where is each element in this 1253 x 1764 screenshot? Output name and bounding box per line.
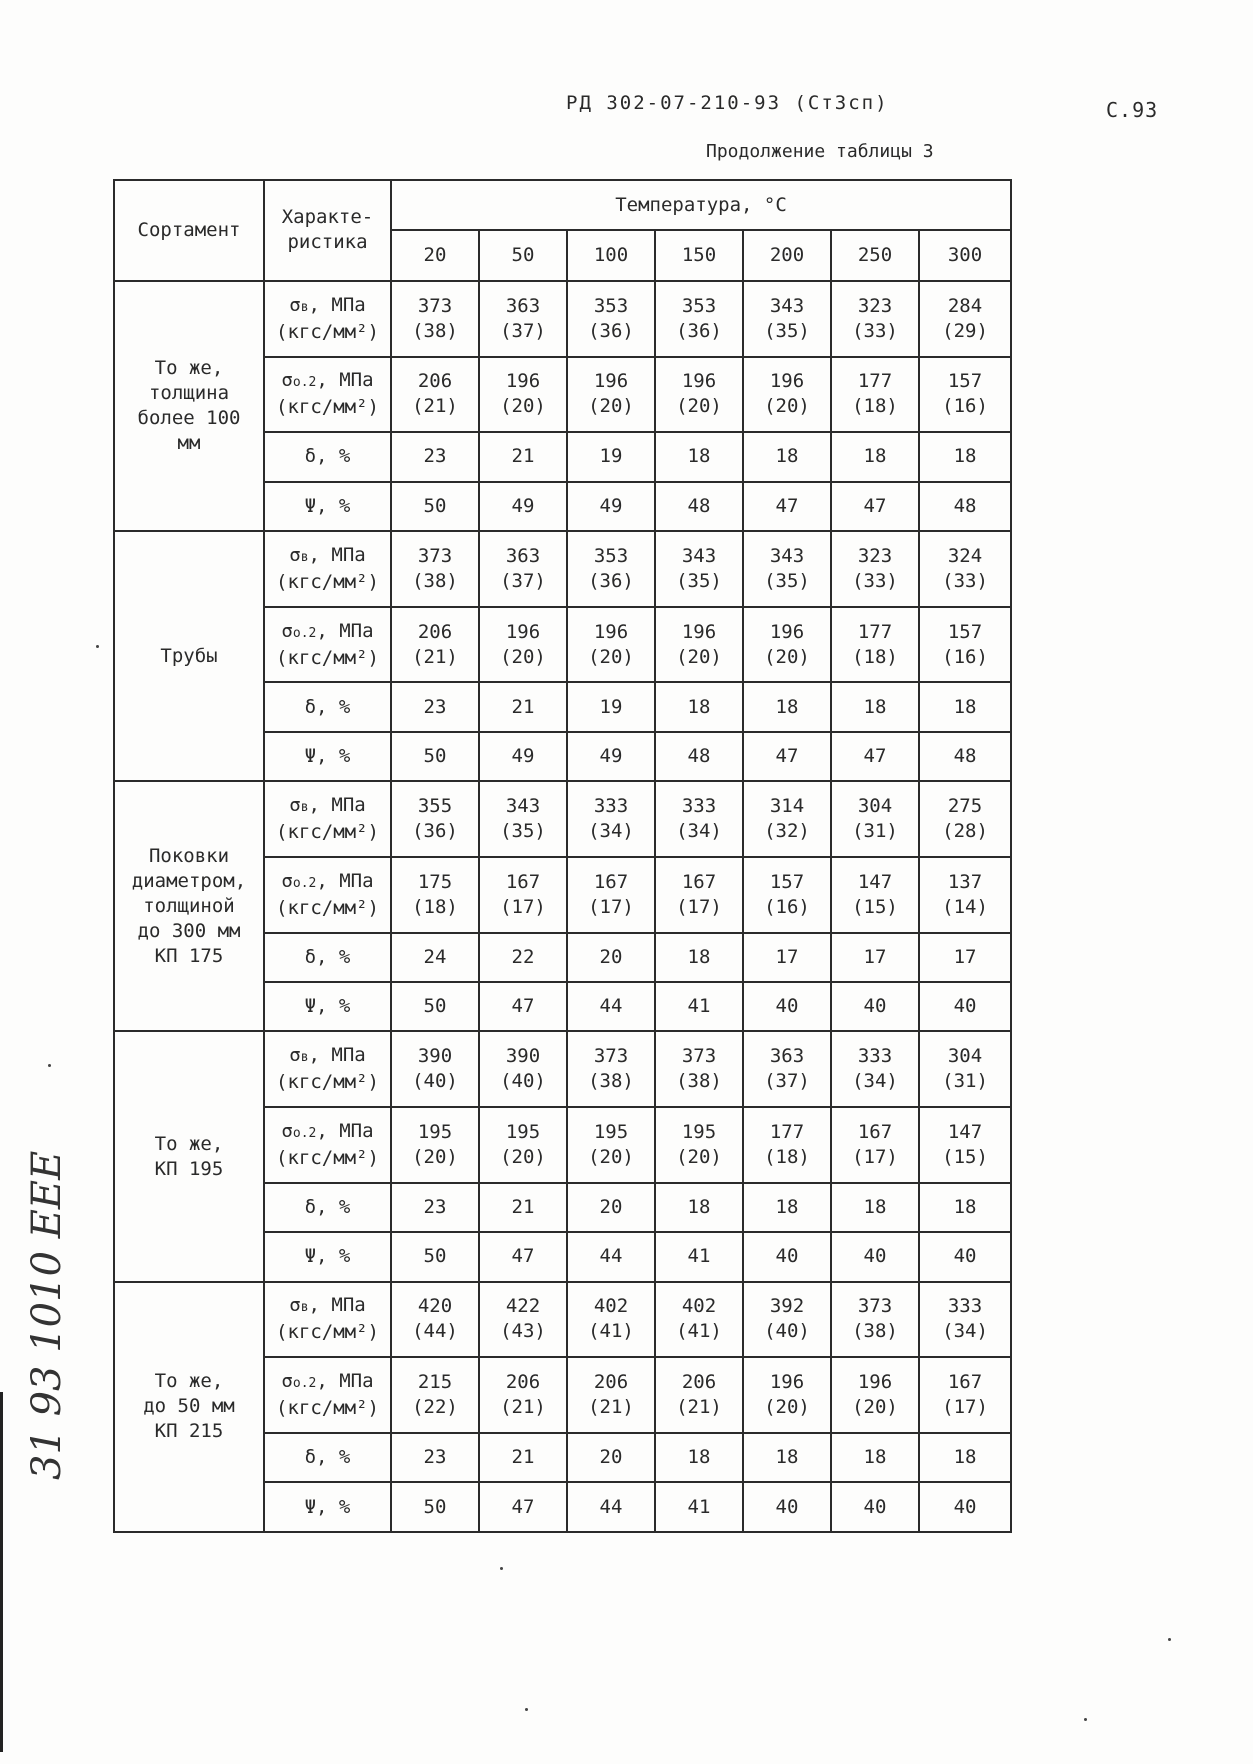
scan-speck [96,645,99,648]
value-cell: 23 [391,1433,479,1482]
characteristic-cell: Ψ, % [264,1482,391,1532]
value-cell: 206 (21) [391,607,479,683]
value-cell: 402 (41) [567,1282,655,1358]
header-temperature-value: 300 [919,230,1011,280]
header-temperature-value: 50 [479,230,567,280]
table-row [114,781,1011,857]
header-temperature-value: 250 [831,230,919,280]
value-cell: 18 [831,432,919,481]
value-cell: 18 [919,432,1011,481]
value-cell: 196 (20) [743,1357,831,1433]
value-cell: 402 (41) [655,1282,743,1358]
value-cell: 323 (33) [831,531,919,607]
value-cell: 137 (14) [919,857,1011,933]
value-cell: 363 (37) [479,531,567,607]
value-cell: 196 (20) [567,357,655,433]
header-temperature-value: 150 [655,230,743,280]
value-cell: 48 [919,732,1011,781]
value-cell: 21 [479,432,567,481]
characteristic-cell: Ψ, % [264,1232,391,1281]
value-cell: 41 [655,1232,743,1281]
value-cell: 363 (37) [743,1031,831,1107]
value-cell: 157 (16) [919,357,1011,433]
value-cell: 157 (16) [743,857,831,933]
value-cell: 333 (34) [919,1282,1011,1358]
value-cell: 18 [743,682,831,731]
value-cell: 195 (20) [479,1107,567,1183]
value-cell: 40 [919,1482,1011,1532]
value-cell: 41 [655,982,743,1031]
value-cell: 18 [831,1433,919,1482]
value-cell: 24 [391,933,479,982]
value-cell: 47 [743,732,831,781]
value-cell: 196 (20) [655,607,743,683]
value-cell: 50 [391,1232,479,1281]
value-cell: 196 (20) [831,1357,919,1433]
characteristic-cell: δ, % [264,933,391,982]
value-cell: 392 (40) [743,1282,831,1358]
characteristic-cell: δ, % [264,1433,391,1482]
value-cell: 373 (38) [567,1031,655,1107]
characteristic-cell: σв, МПа (кгс/мм²) [264,1282,391,1358]
value-cell: 19 [567,682,655,731]
characteristic-cell: Ψ, % [264,732,391,781]
value-cell: 167 (17) [567,857,655,933]
header-temperature: Температура, °С [391,180,1011,230]
characteristic-cell: σв, МПа (кгс/мм²) [264,1031,391,1107]
value-cell: 353 (36) [567,531,655,607]
characteristic-cell: σо.2, МПа (кгс/мм²) [264,607,391,683]
header-temperature-value: 200 [743,230,831,280]
value-cell: 195 (20) [655,1107,743,1183]
value-cell: 343 (35) [655,531,743,607]
value-cell: 18 [919,1433,1011,1482]
value-cell: 40 [743,1232,831,1281]
value-cell: 333 (34) [655,781,743,857]
value-cell: 167 (17) [919,1357,1011,1433]
value-cell: 373 (38) [391,531,479,607]
scan-speck [500,1567,503,1570]
value-cell: 47 [479,1232,567,1281]
scan-speck [1168,1638,1171,1641]
header-characteristic: Характе- ристика [264,180,391,281]
margin-line [0,1392,3,1752]
value-cell: 20 [567,1433,655,1482]
characteristic-cell: σв, МПа (кгс/мм²) [264,781,391,857]
characteristic-cell: Ψ, % [264,982,391,1031]
value-cell: 50 [391,482,479,531]
value-cell: 355 (36) [391,781,479,857]
characteristic-cell: σо.2, МПа (кгс/мм²) [264,357,391,433]
characteristic-cell: δ, % [264,682,391,731]
value-cell: 18 [655,682,743,731]
value-cell: 48 [655,732,743,781]
value-cell: 215 (22) [391,1357,479,1433]
characteristic-cell: Ψ, % [264,482,391,531]
value-cell: 23 [391,682,479,731]
properties-table [113,179,1012,1533]
value-cell: 50 [391,982,479,1031]
characteristic-cell: σо.2, МПа (кгс/мм²) [264,1107,391,1183]
value-cell: 18 [831,682,919,731]
value-cell: 20 [567,1183,655,1232]
value-cell: 40 [831,1232,919,1281]
value-cell: 206 (21) [567,1357,655,1433]
value-cell: 21 [479,1183,567,1232]
assortment-cell: То же, толщина более 100 мм [114,281,264,531]
value-cell: 49 [567,732,655,781]
value-cell: 40 [743,1482,831,1532]
value-cell: 206 (21) [391,357,479,433]
value-cell: 47 [831,732,919,781]
table-row [114,1282,1011,1358]
value-cell: 44 [567,982,655,1031]
value-cell: 196 (20) [479,607,567,683]
value-cell: 323 (33) [831,281,919,357]
characteristic-cell: δ, % [264,432,391,481]
value-cell: 390 (40) [479,1031,567,1107]
value-cell: 40 [919,982,1011,1031]
value-cell: 18 [655,432,743,481]
assortment-cell: Поковки диаметром, толщиной до 300 мм КП 175 [114,781,264,1031]
assortment-cell: То же, до 50 мм КП 215 [114,1282,264,1532]
value-cell: 18 [743,432,831,481]
value-cell: 196 (20) [479,357,567,433]
value-cell: 47 [743,482,831,531]
value-cell: 17 [919,933,1011,982]
value-cell: 49 [567,482,655,531]
value-cell: 50 [391,732,479,781]
value-cell: 353 (36) [655,281,743,357]
value-cell: 284 (29) [919,281,1011,357]
value-cell: 23 [391,1183,479,1232]
value-cell: 17 [743,933,831,982]
value-cell: 196 (20) [743,607,831,683]
value-cell: 49 [479,732,567,781]
value-cell: 206 (21) [479,1357,567,1433]
value-cell: 18 [655,933,743,982]
value-cell: 40 [743,982,831,1031]
value-cell: 22 [479,933,567,982]
value-cell: 373 (38) [655,1031,743,1107]
table-row [114,281,1011,357]
assortment-cell: Трубы [114,531,264,781]
value-cell: 18 [831,1183,919,1232]
value-cell: 19 [567,432,655,481]
value-cell: 363 (37) [479,281,567,357]
value-cell: 177 (18) [743,1107,831,1183]
assortment-cell: То же, КП 195 [114,1031,264,1281]
value-cell: 353 (36) [567,281,655,357]
value-cell: 17 [831,933,919,982]
value-cell: 177 (18) [831,357,919,433]
header-assortment: Сортамент [114,180,264,281]
table-row [114,531,1011,607]
value-cell: 422 (43) [479,1282,567,1358]
value-cell: 196 (20) [655,357,743,433]
value-cell: 195 (20) [391,1107,479,1183]
value-cell: 40 [831,982,919,1031]
value-cell: 275 (28) [919,781,1011,857]
value-cell: 48 [655,482,743,531]
value-cell: 167 (17) [479,857,567,933]
value-cell: 47 [479,1482,567,1532]
value-cell: 20 [567,933,655,982]
value-cell: 44 [567,1232,655,1281]
value-cell: 167 (17) [831,1107,919,1183]
value-cell: 373 (38) [831,1282,919,1358]
characteristic-cell: σо.2, МПа (кгс/мм²) [264,1357,391,1433]
value-cell: 304 (31) [831,781,919,857]
value-cell: 40 [831,1482,919,1532]
header-temperature-value: 100 [567,230,655,280]
value-cell: 333 (34) [567,781,655,857]
value-cell: 157 (16) [919,607,1011,683]
value-cell: 343 (35) [743,531,831,607]
value-cell: 343 (35) [743,281,831,357]
header-temperature-value: 20 [391,230,479,280]
value-cell: 343 (35) [479,781,567,857]
value-cell: 175 (18) [391,857,479,933]
characteristic-cell: σв, МПа (кгс/мм²) [264,281,391,357]
scan-speck [1084,1718,1087,1721]
value-cell: 206 (21) [655,1357,743,1433]
table-continuation-caption: Продолжение таблицы 3 [706,141,934,162]
characteristic-cell: σо.2, МПа (кгс/мм²) [264,857,391,933]
value-cell: 18 [743,1183,831,1232]
value-cell: 147 (15) [919,1107,1011,1183]
value-cell: 333 (34) [831,1031,919,1107]
value-cell: 48 [919,482,1011,531]
value-cell: 47 [831,482,919,531]
value-cell: 18 [919,682,1011,731]
value-cell: 196 (20) [567,607,655,683]
value-cell: 373 (38) [391,281,479,357]
value-cell: 195 (20) [567,1107,655,1183]
value-cell: 420 (44) [391,1282,479,1358]
scan-speck [48,1064,51,1067]
value-cell: 167 (17) [655,857,743,933]
value-cell: 314 (32) [743,781,831,857]
value-cell: 18 [743,1433,831,1482]
value-cell: 21 [479,682,567,731]
scan-speck [525,1708,528,1711]
value-cell: 324 (33) [919,531,1011,607]
value-cell: 23 [391,432,479,481]
value-cell: 50 [391,1482,479,1532]
value-cell: 18 [655,1433,743,1482]
value-cell: 44 [567,1482,655,1532]
handwritten-margin-note: 31 93 1010 ЕЕЕ [24,1150,70,1480]
value-cell: 49 [479,482,567,531]
value-cell: 21 [479,1433,567,1482]
value-cell: 304 (31) [919,1031,1011,1107]
characteristic-cell: σв, МПа (кгс/мм²) [264,531,391,607]
value-cell: 47 [479,982,567,1031]
characteristic-cell: δ, % [264,1183,391,1232]
value-cell: 390 (40) [391,1031,479,1107]
value-cell: 177 (18) [831,607,919,683]
document-code: РД 302-07-210-93 (Ст3сп) [566,92,889,114]
value-cell: 196 (20) [743,357,831,433]
value-cell: 18 [919,1183,1011,1232]
value-cell: 41 [655,1482,743,1532]
page-number: С.93 [1106,98,1159,122]
value-cell: 147 (15) [831,857,919,933]
table-row [114,1031,1011,1107]
value-cell: 18 [655,1183,743,1232]
value-cell: 40 [919,1232,1011,1281]
